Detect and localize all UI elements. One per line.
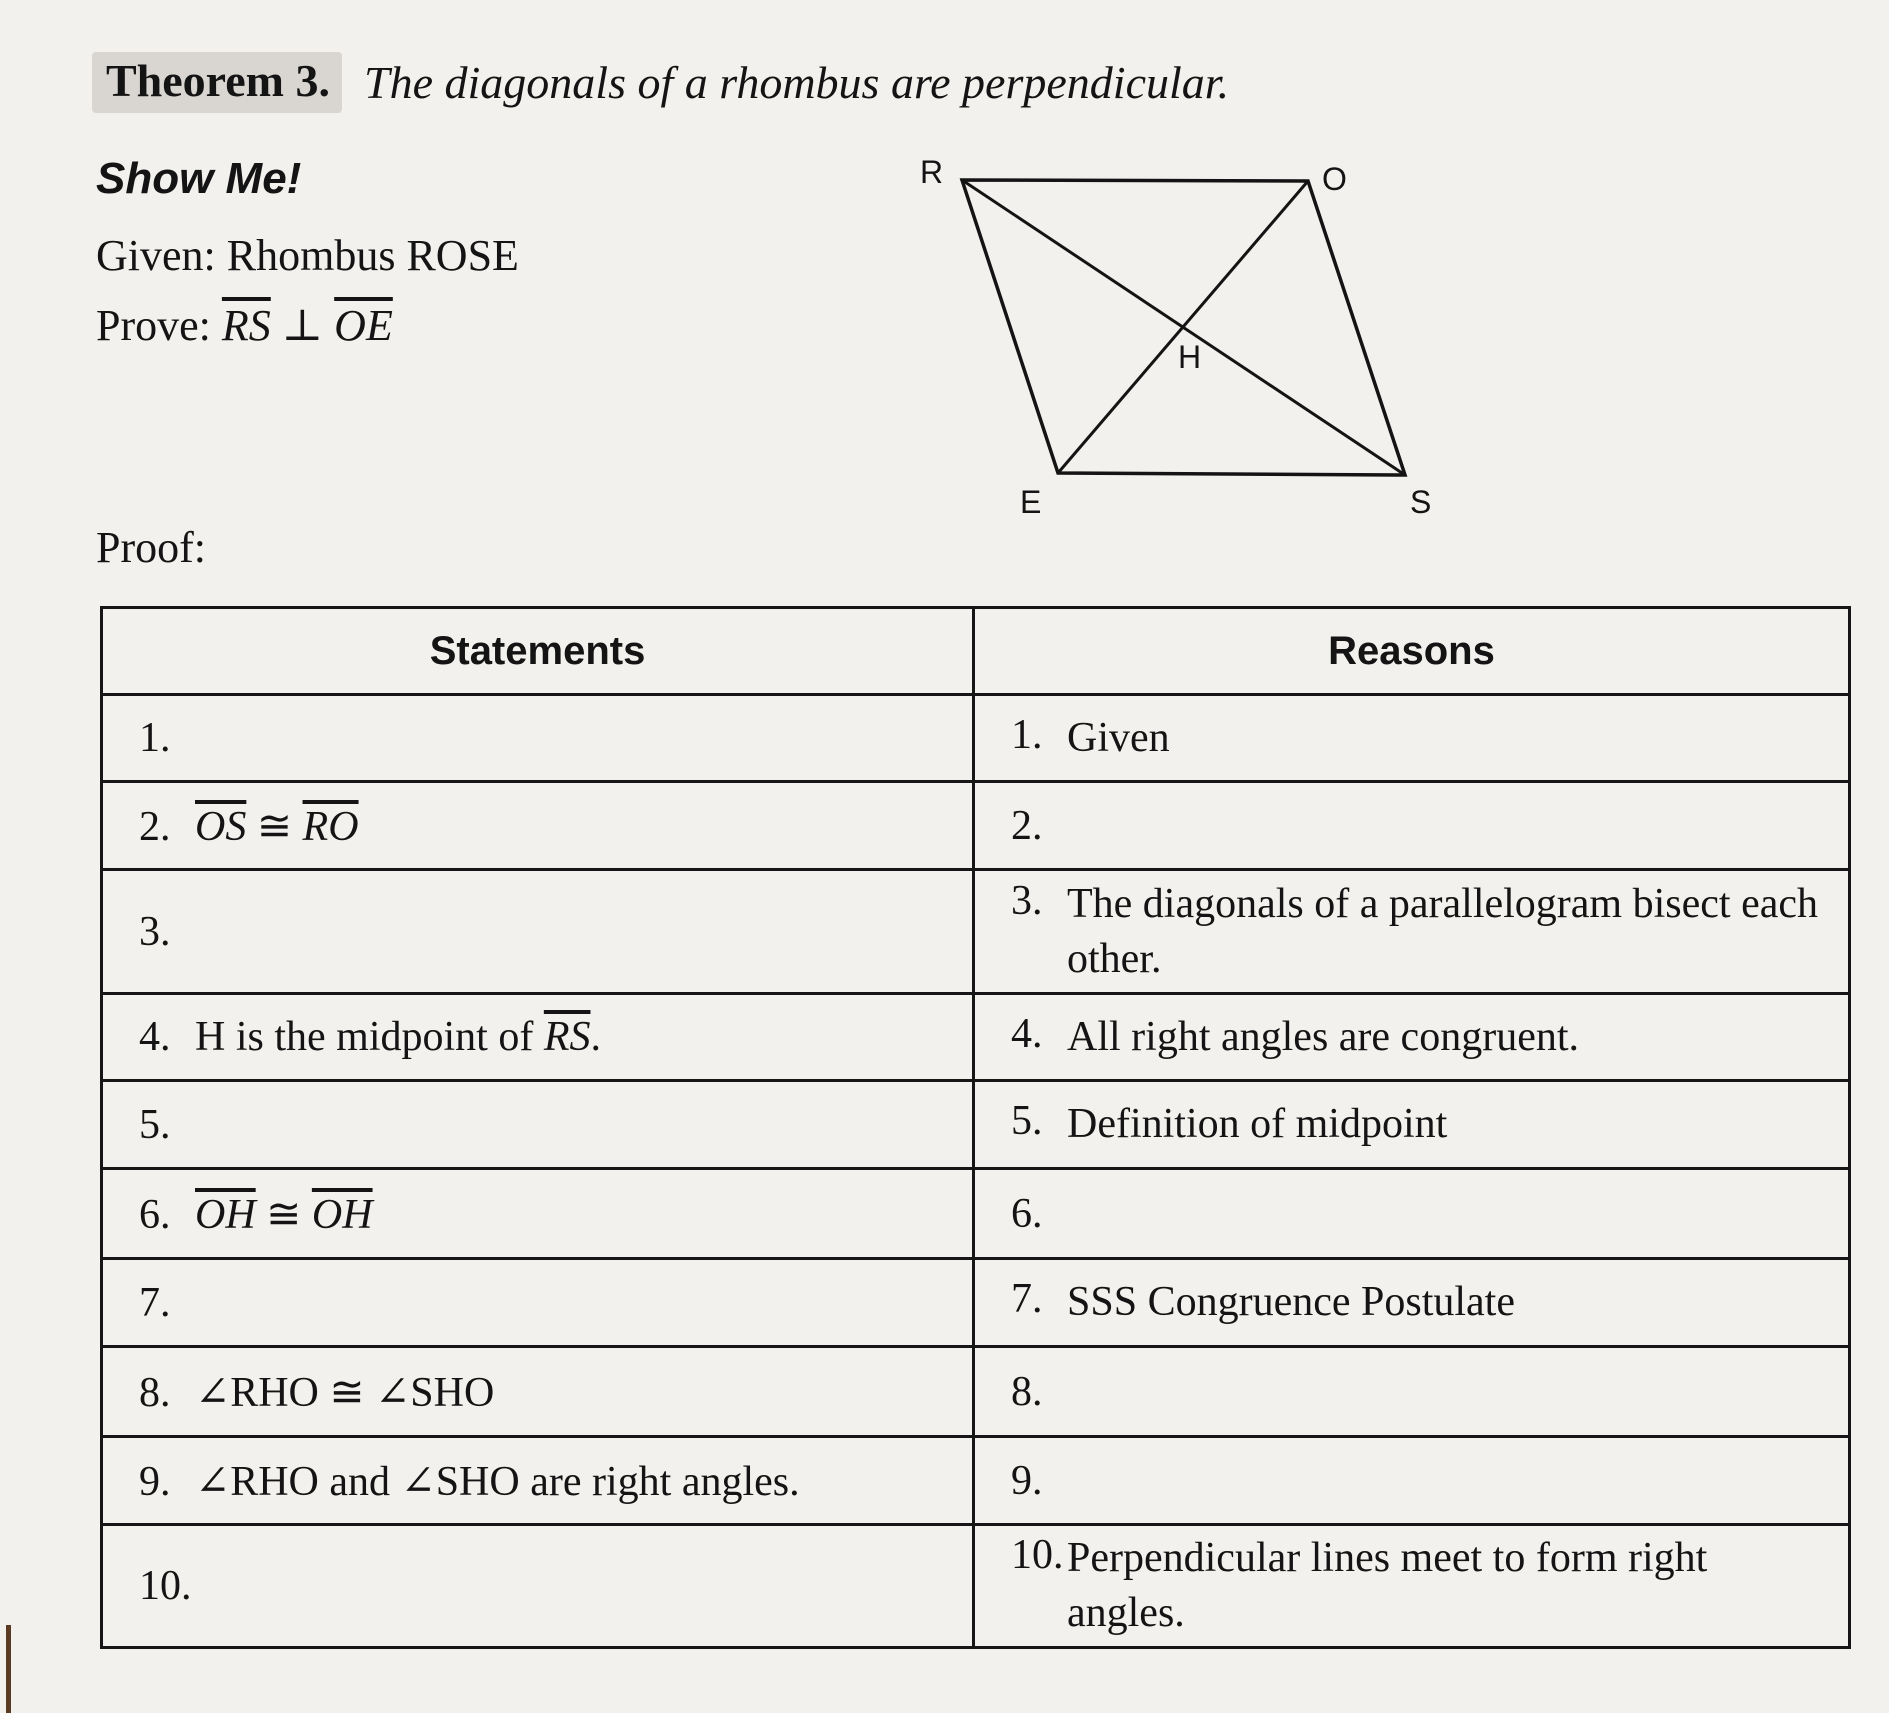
reason-text: SSS Congruence Postulate — [1067, 1279, 1515, 1326]
statement-cell — [102, 1347, 974, 1437]
proof-row — [102, 1525, 1850, 1648]
proof-row — [102, 994, 1850, 1081]
vertex-label-o: O — [1322, 161, 1347, 197]
reason-number: 10. — [1011, 1532, 1064, 1579]
proof-row — [102, 782, 1850, 870]
reason-cell — [974, 1259, 1850, 1347]
reason-content — [1011, 1275, 1830, 1330]
proof-table — [100, 606, 1851, 1649]
reason-cell — [974, 870, 1850, 994]
reason-number: 6. — [1011, 1190, 1043, 1237]
statement-segment: $\overline{RS}$ — [543, 1014, 591, 1060]
statement-text: . — [590, 1014, 601, 1060]
proof-row — [102, 1347, 1850, 1437]
reason-cell — [974, 1081, 1850, 1169]
statement-number: 2. — [139, 803, 171, 850]
proof-table-header — [102, 608, 1850, 695]
statement-number: 3. — [139, 908, 171, 955]
proof-row — [102, 1169, 1850, 1259]
page-edge-mark — [6, 1625, 11, 1713]
proof-label: Proof: — [96, 523, 206, 572]
reason-content — [1011, 1097, 1830, 1152]
statement-segment: $\overline{OS}$ — [195, 803, 247, 850]
reasons-header: Reasons — [974, 608, 1850, 695]
statement-segment: $\overline{OH}$ — [311, 1191, 373, 1238]
reason-cell — [974, 994, 1850, 1081]
reason-cell — [974, 1169, 1850, 1259]
perpendicular-symbol: ⊥ — [281, 301, 324, 350]
statement-cell — [102, 1169, 974, 1259]
statement-number: 5. — [139, 1101, 171, 1148]
statement-cell — [102, 994, 974, 1081]
vertex-label-r: R — [920, 154, 944, 190]
statement-number: 6. — [139, 1191, 171, 1238]
statement-cell — [102, 1525, 974, 1648]
proof-table-body — [102, 695, 1850, 1648]
statement-number: 7. — [139, 1279, 171, 1326]
reason-content — [1011, 1368, 1830, 1416]
diagonal-oe — [1058, 181, 1308, 473]
reason-number: 9. — [1011, 1457, 1043, 1504]
intersection-label-h: H — [1178, 339, 1202, 375]
statement-text: ≅ — [246, 803, 303, 850]
reason-content — [1011, 1010, 1830, 1065]
proof-row — [102, 1437, 1850, 1525]
proof-row — [102, 695, 1850, 782]
vertex-label-s: S — [1410, 484, 1432, 520]
proof-row — [102, 870, 1850, 994]
reason-content — [1011, 802, 1830, 850]
reason-cell — [974, 695, 1850, 782]
statement-segment: $\overline{RO}$ — [302, 803, 359, 850]
reason-content — [1011, 1457, 1830, 1505]
proof-row — [102, 1259, 1850, 1347]
reason-number: 8. — [1011, 1368, 1043, 1415]
statement-number: 4. — [139, 1014, 171, 1060]
theorem-statement: The diagonals of a rhombus are perpendicular. — [364, 57, 1230, 108]
reason-cell — [974, 782, 1850, 870]
reason-content — [1011, 1531, 1830, 1640]
prove-segment-rs: $\overline{RS}$ — [221, 301, 271, 350]
statement-cell — [102, 1437, 974, 1525]
reason-text: All right angles are congruent. — [1067, 1013, 1579, 1060]
prove-label: Prove: — [96, 301, 211, 350]
statements-header: Statements — [102, 608, 974, 695]
proof-row — [102, 1081, 1850, 1169]
statement-text: ∠RHO ≅ ∠SHO — [195, 1369, 495, 1416]
given-label: Given: — [96, 231, 216, 280]
reason-number: 3. — [1011, 877, 1043, 924]
reason-number: 1. — [1011, 711, 1043, 758]
reason-text: Perpendicular lines meet to form right angles. — [1067, 1535, 1708, 1636]
theorem-label: Theorem 3. — [92, 52, 342, 113]
rhombus-diagram — [0, 0, 1889, 560]
reason-content — [1011, 877, 1830, 986]
statement-number: 9. — [139, 1458, 171, 1505]
statement-text: ≅ — [255, 1191, 312, 1238]
reason-content — [1011, 1190, 1830, 1238]
reason-content — [1011, 711, 1830, 766]
statement-text: ∠RHO and ∠SHO are right angles. — [195, 1458, 800, 1505]
statement-number: 10. — [139, 1563, 192, 1609]
reason-text: Definition of midpoint — [1067, 1101, 1448, 1148]
reason-number: 5. — [1011, 1098, 1043, 1145]
reason-cell — [974, 1525, 1850, 1648]
statement-number: 1. — [139, 715, 171, 761]
statement-number: 8. — [139, 1369, 171, 1416]
show-me-heading: Show Me! — [96, 154, 302, 203]
reason-number: 2. — [1011, 802, 1043, 849]
statement-cell — [102, 1081, 974, 1169]
vertex-label-e: E — [1020, 484, 1042, 520]
statement-segment: $\overline{OH}$ — [195, 1191, 256, 1238]
reason-text: Given — [1067, 714, 1170, 761]
statement-cell — [102, 870, 974, 994]
prove-segment-oe: $\overline{OE}$ — [334, 301, 393, 350]
reason-number: 7. — [1011, 1276, 1043, 1323]
reason-cell — [974, 1437, 1850, 1525]
statement-cell — [102, 695, 974, 782]
given-text: Rhombus ROSE — [226, 231, 519, 280]
reason-number: 4. — [1011, 1010, 1043, 1057]
statement-cell — [102, 1259, 974, 1347]
reason-cell — [974, 1347, 1850, 1437]
statement-text: H is the midpoint of — [195, 1014, 544, 1060]
reason-text: The diagonals of a parallelogram bisect each other. — [1067, 880, 1818, 982]
statement-cell — [102, 782, 974, 870]
